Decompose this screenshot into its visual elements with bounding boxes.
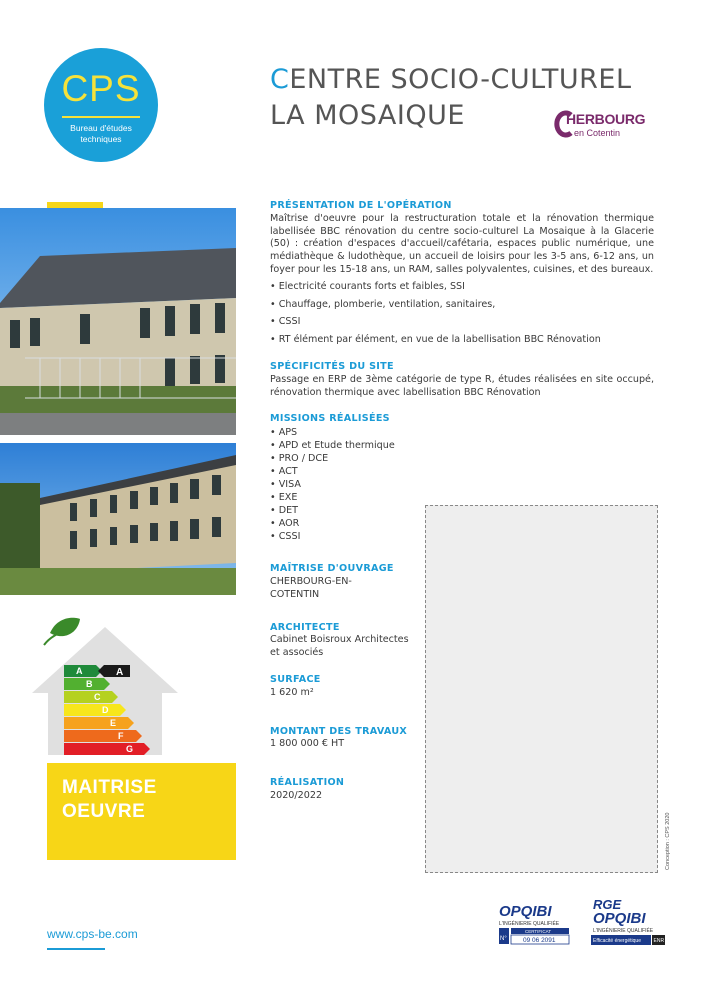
svg-text:L'INGÉNIERIE QUALIFIÉE: L'INGÉNIERIE QUALIFIÉE [499, 921, 560, 927]
svg-text:OPQIBI: OPQIBI [499, 903, 552, 920]
architecte-heading: ARCHITECTE [270, 621, 340, 633]
leaf-icon [50, 618, 80, 636]
architecte-line2: et associés [270, 647, 324, 659]
energy-class-b: B [86, 679, 93, 689]
energy-class-c: C [94, 692, 101, 702]
montant-heading: MONTANT DES TRAVAUX [270, 725, 408, 737]
mission-item: • DET [270, 505, 299, 517]
presentation-bullet: • Chauffage, plomberie, ventilation, sanitaires, [270, 298, 496, 310]
specificites-heading: SPÉCIFICITÉS DU SITE [270, 360, 394, 372]
svg-text:ENR: ENR [653, 938, 665, 944]
svg-text:Efficacité énergétique: Efficacité énergétique [593, 938, 641, 944]
energy-class-g: G [126, 744, 134, 754]
logo-divider [62, 116, 140, 118]
title-line1: ENTRE SOCIO-CULTUREL [289, 64, 632, 95]
title-line2: LA MOSAIQUE [270, 100, 465, 131]
title-first-letter: C [270, 64, 290, 95]
logo-subtitle-line1: Bureau d'études [70, 123, 132, 133]
missions-heading: MISSIONS RÉALISÉES [270, 413, 390, 425]
presentation-heading: PRÉSENTATION DE L'OPÉRATION [270, 200, 452, 211]
energy-class-a: A [76, 666, 83, 676]
svg-text:L'INGÉNIERIE QUALIFIÉE: L'INGÉNIERIE QUALIFIÉE [593, 928, 654, 934]
opqibi-certificate-logo [497, 900, 575, 952]
presentation-text: Maîtrise d'oeuvre pour la restructuration totale et la rénovation thermique labellisée BBC rénovation du centre socio-culturel La Mosaique à la Glacerie (50) : création d'espaces d'accueil/cafétaria, espaces public numérique, une médiathèque & ludothèque, un accueil de loisirs pour les 3-5 ans, 6-12 ans, un foyer pour les 15-18 ans, un RAM, salles polyvalentes, cuisines, et des bureaux. [270, 212, 654, 275]
mission-item: • APD et Etude thermique [270, 440, 395, 452]
energy-class-d: D [102, 705, 109, 715]
surface-value: 1 620 m² [270, 686, 314, 698]
building-photo-1 [0, 208, 236, 435]
maitrise-ouvrage-line1: CHERBOURG-EN- [270, 575, 352, 587]
design-credit: Conception : CPS 2020 [665, 812, 671, 870]
mission-item: • APS [270, 427, 298, 439]
mission-item: • PRO / DCE [270, 453, 329, 465]
building-photo-2 [0, 443, 236, 595]
mission-type-line2: OEUVRE [62, 801, 146, 822]
svg-text:09 06 2091: 09 06 2091 [523, 937, 556, 944]
logo-subtitle-line2: techniques [80, 134, 122, 144]
specificites-text: Passage en ERP de 3ème catégorie de type R, études réalisées en site occupé, rénovation thermique avec labellisation BBC Rénovation [270, 373, 654, 398]
mission-type-line1: MAITRISE [62, 777, 157, 798]
mission-item: • CSSI [270, 531, 301, 543]
presentation-bullet: • RT élément par élément, en vue de la labellisation BBC Rénovation [270, 334, 601, 346]
energy-rating-value: A [116, 667, 124, 678]
cps-logo-text: CPS [61, 68, 141, 109]
svg-text:N°: N° [500, 936, 507, 942]
montant-value: 1 800 000 € HT [270, 738, 345, 750]
svg-text:OPQIBI: OPQIBI [593, 910, 646, 927]
maitrise-ouvrage-line2: COTENTIN [270, 588, 320, 600]
website-link[interactable]: www.cps-be.com [47, 927, 138, 941]
mission-item: • ACT [270, 466, 298, 478]
mission-item: • AOR [270, 518, 300, 530]
svg-text:RGE: RGE [593, 897, 622, 912]
energy-class-e: E [110, 718, 117, 728]
mission-item: • EXE [270, 492, 298, 504]
mission-type-label [62, 776, 157, 824]
image-placeholder [425, 505, 658, 873]
maitrise-ouvrage-heading: MAÎTRISE D'OUVRAGE [270, 563, 394, 575]
realisation-value: 2020/2022 [270, 789, 323, 801]
mission-item: • VISA [270, 479, 301, 491]
cps-logo-subtitle [44, 123, 158, 145]
website-underline [47, 948, 105, 950]
svg-text:CERTIFICAT: CERTIFICAT [525, 929, 552, 934]
energy-rating-house [30, 615, 180, 763]
cherbourg-logo-text: HERBOURG [566, 111, 646, 127]
energy-class-f: F [118, 731, 124, 741]
surface-heading: SURFACE [270, 673, 321, 685]
presentation-bullet: • Electricité courants forts et faibles, SSI [270, 280, 465, 292]
cherbourg-logo-sub: en Cotentin [574, 128, 621, 138]
architecte-line1: Cabinet Boisroux Architectes [270, 634, 409, 646]
rge-opqibi-logo [589, 895, 669, 955]
realisation-heading: RÉALISATION [270, 777, 345, 789]
presentation-bullet: • CSSI [270, 316, 301, 328]
